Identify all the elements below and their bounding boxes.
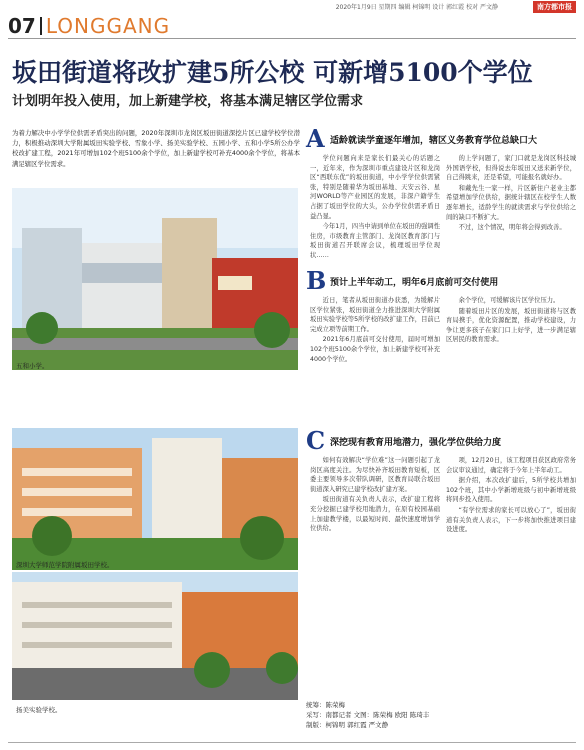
paragraph: “有学位需求的家长可以放心了”，坂田街道有关负责人表示，下一步将加快推进项目建设进度。 [446,506,576,534]
paragraph: 随着坂田片区的发展，坂田街道将与区教育局携手，优化资源配置，推动学校建设，力争让更多孩子在家门口上好学，进一步满足辖区居民的教育需求。 [446,307,576,344]
section-c-column-2 [446,456,576,692]
credit-line: 采写：南都记者 文图：陈荣梅 欧阳 陈琦丰 [306,711,430,719]
header-rule [8,38,576,39]
credit-line: 制版：柯锦明 郭红霞 严文静 [306,721,389,729]
photo-shenzhen-university-school [12,428,298,570]
issue-meta: 2020年1月9日 星期四 编辑 柯锦明 设计 郭红霞 校对 严文静 [335,4,498,11]
paragraph: 据介绍，本次改扩建后，5所学校共增加102个班，其中小学新增班级与初中新增班级将同步投入使用。 [446,477,576,504]
photo-caption: 五和小学。 [16,362,49,370]
paragraph: 2021年6月底前可交付使用，届时可增加102个班5100余个学位，加上新建学校可补充4000个学位。 [310,336,440,363]
brand-logo: 南方都市报 [533,1,576,13]
paragraph: 近日，笔者从坂田街道办获悉，为缓解片区学位紧张，坂田街道全力推进深圳大学附属坂田实验学校等5所学校的改扩建工作，目前已完成立项等前期工作。 [310,297,440,333]
school-building-image [12,188,298,370]
subheadline: 计划明年投入使用，加上新建学校，将基本满足辖区学位需求 [12,94,364,109]
page-number: 07 [8,14,36,38]
section-a-column-2 [446,154,576,266]
school-building-image [12,428,298,570]
section-header [8,16,170,36]
section-name: LONGGANG [45,14,171,38]
section-b-header [306,266,499,295]
paragraph: 不过，这个情况，明年将会得到改善。 [458,224,566,232]
paragraph: 坂田街道有关负责人表示，改扩建工程将充分挖掘已建学校用地潜力，在原有校园基础上加建教学楼，以最短时间、最快速度增加学位供给。 [310,496,440,533]
paragraph: 项，12月20日，该工程项目获区政府常务会议审议通过，确定将于今年上半年动工。 [446,457,576,474]
school-building-image [12,572,298,700]
section-letter: B [306,266,327,295]
section-title: 适龄就读学童逐年增加，辖区义务教育学位总缺口大 [330,135,538,146]
paragraph: 学位问题向来是家长们最关心的话题之一，近年来，作为深圳市重点建设片区和龙岗区“西联东优”的坂田街道，中小学学位供需紧张，特别是随着华为坂田基地、天安云谷、星河WORLD等产业园区的发展，非深户籍学生占据了坂田学位的大头，公办学位供需矛盾日益凸显。 [310,155,440,220]
photo-caption: 扬美实验学校。 [16,706,62,714]
paragraph: 如何有效解决“学位难”这一问题引起了龙岗区高度关注。为尽快补齐坂田教育短板，区委主要领导多次带队调研，区教育局联合坂田街道深入研究已建学校改扩建方案。 [310,457,440,493]
paragraph: 余个学位，可缓解该片区学位压力。 [458,297,560,304]
credit-line: 统筹：陈荣梅 [306,701,345,709]
section-a-column-1 [310,154,440,266]
headline: 坂田街道将改扩建5所公校 可新增5100个学位 [12,58,533,87]
section-c-header [306,426,502,455]
footer-rule [8,742,576,743]
section-b-column-1 [310,296,440,422]
photo-yangmei-school [12,572,298,700]
section-c-column-1 [310,456,440,692]
paragraph: 的上学问题了，家门口就是龙岗区科技城外国语学校，但得说去年坂田又送来新学位，自己得跳来，还是希望，可能报名就好办。 [446,155,576,182]
photo-caption: 深圳大学师范学院附属坂田学校。 [16,561,114,569]
section-letter: A [306,124,325,153]
section-letter: C [306,426,326,455]
lead-paragraph: 为着力解决中小学学位供需矛盾突出的问题，2020年深圳市龙岗区坂田街道深挖片区已建学校学位潜力，积极推动深圳大学附属坂田实验学校、雪象小学、扬美实验学校、五园小学、五和小学5所公办学校改扩建工程，2021年可增加102个班5100余个学位，加上新建学校可补充4000余个学位，将基本满足辖区学位需求。 [12,129,300,168]
paragraph: 和戴先生一家一样，片区新住户老业主都希望增加学位供给，据统计辖区在校学生人数逐年增长，适龄学生的就读需求与学位供给之间的缺口不断扩大。 [446,184,576,221]
header-divider [40,17,42,35]
section-b-column-2 [446,296,576,422]
article-credits [306,700,576,730]
section-title: 预计上半年动工，明年6月底前可交付使用 [330,277,499,288]
section-a-header [306,124,538,153]
section-title: 深挖现有教育用地潜力，强化学位供给力度 [330,437,502,448]
page-top-bar [0,0,584,14]
paragraph: 今年1月，四当中请到单位在坂田的强调性住房，市级教育主管部门、龙岗区教育部门与坂田街道召开联席会议，梳理坂田学位现状…… [310,223,440,259]
photo-wuhe-school [12,188,298,370]
